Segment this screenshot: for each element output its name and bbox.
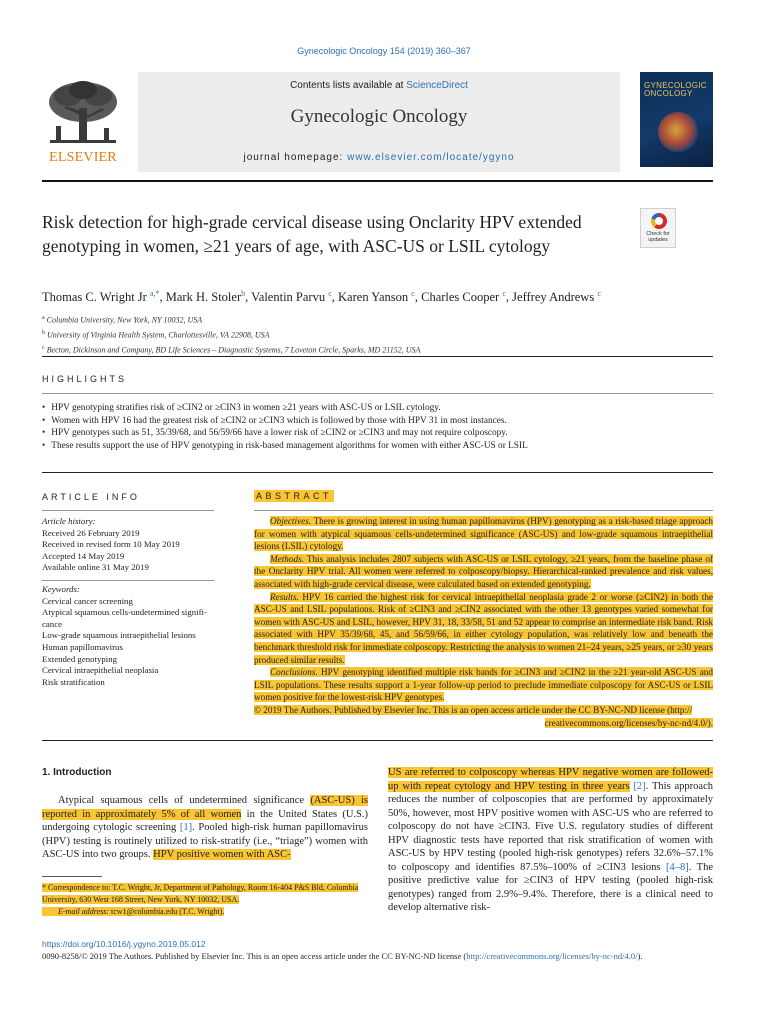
check-updates-icon — [651, 213, 667, 229]
abstract-results — [254, 591, 713, 667]
history-item: Received 26 February 2019 — [42, 527, 140, 538]
section-heading-introduction: 1. Introduction — [42, 767, 112, 778]
conclusions-label: Conclusions. — [270, 667, 318, 678]
results-label: Results. — [270, 591, 299, 602]
author-affiliation-marker[interactable]: c — [597, 289, 601, 298]
doi-url[interactable]: https://doi.org/10.1016/j.ygyno.2019.05.012 — [42, 939, 206, 949]
history-item: Available online 31 May 2019 — [42, 562, 149, 573]
highlight-item: • HPV genotypes such as 51, 35/39/68, and 56/59/66 have a lower risk of ≥CIN2 or ≥CIN3 and may not require colposcopy. — [42, 427, 722, 440]
keywords-list — [42, 584, 217, 688]
intro-text: Atypical squamous cells of undetermined significance — [58, 795, 311, 806]
author-name[interactable]: Mark H. Stoler — [165, 290, 242, 305]
cover-art — [658, 112, 698, 152]
journal-name: Gynecologic Oncology — [290, 106, 468, 127]
article-info-divider — [42, 510, 214, 511]
cover-title: GYNECOLOGIC ONCOLOGY — [644, 81, 707, 98]
header-divider — [42, 180, 713, 182]
highlight-item: • Women with HPV 16 had the greatest risk of ≥CIN2 or ≥CIN3 which is followed by those with HPV 31 in most instances. — [42, 415, 722, 428]
history-label: Article history: — [42, 516, 96, 526]
footnote-email-label: E-mail address: — [58, 907, 110, 916]
affiliation-marker: a — [42, 315, 45, 321]
abstract-heading: ABSTRACT — [256, 491, 333, 501]
journal-homepage-link[interactable]: www.elsevier.com/locate/ygyno — [347, 152, 515, 163]
footer-license — [42, 951, 722, 961]
intro-text: . This approach reduces the number of colposcopies that are performed by approximately 50%, however, most HPV positive women with ASC-US who are referred to colposcopy do not have ≥CIN3. Five U.S. regulatory studies of different HPV diagnostic tests have reported that risk stratification of women with ASC-US by HPV testing (pooled high-risk genotypes) refers 32.6%–57.1% to colposcopy and identifies 87.5%–100% of ≥CIN3 lesions — [388, 780, 713, 873]
affiliation-marker: c — [42, 345, 45, 352]
contents-line — [138, 80, 620, 91]
intro-highlight: (ASC-US) is reported in approximately 5% of all women — [42, 795, 368, 820]
citation-link[interactable]: [2] — [633, 780, 646, 792]
abstract-conclusions — [254, 666, 713, 704]
affiliation-text: Becton, Dickinson and Company, BD Life Sciences – Diagnostic Systems, 7 Loveton Circle, Sparks, MD 21152, USA — [46, 345, 421, 355]
author-name[interactable]: Charles Cooper — [421, 290, 500, 305]
keyword-item: Cervical intraepithelial neoplasia — [42, 665, 159, 676]
keyword-item: Atypical squamous cells-undetermined signifi-cance — [42, 607, 207, 629]
author-name[interactable]: Jeffrey Andrews — [512, 290, 595, 305]
citation-link[interactable]: [1] — [179, 822, 193, 833]
highlights-divider — [42, 393, 713, 394]
results-text: HPV 16 carried the highest risk for cervical intraepithelial neoplasia grade 2 or worse (≥CIN2) in both the ASC-US and LSIL populations. Risk of ≥CIN3 and ≥CIN2 associated with the other 13 genotypes varied somewhat for women with ASC-US and LSIL, however, HPV 31, 18, 33/58, 51 and 52 appear to comprise an intermediate risk band. Risk associated with HPV 35/39/68, 45, and 56/59/66, in either cytology population, was relatively low and beneath the benchmark threshold risk for immediate colposcopy. Restricting the analysis to women 21–24 years, ≥25 years, or ≥30 years produced similar results. — [254, 591, 713, 665]
homepage-prefix: journal homepage: — [243, 152, 348, 163]
keyword-item: Cervical cancer screening — [42, 595, 133, 606]
keyword-item: Low-grade squamous intraepithelial lesions — [42, 630, 196, 641]
affiliation-marker: b — [42, 330, 45, 337]
intro-text: . Pooled high-risk human papillomavirus (HPV) testing is routinely utilized to risk-stratify (i.e., “triage”) women with ASC-US into two groups. — [42, 822, 368, 860]
intro-left-column — [42, 794, 368, 862]
keyword-item: Human papillomavirus — [42, 641, 123, 652]
check-updates-label: Check for updates — [646, 231, 670, 243]
contents-prefix: Contents lists available at — [290, 80, 407, 91]
article-title: Risk detection for high-grade cervical disease using Onclarity HPV extended genotyping in women, ≥21 years of age, with ASC-US or LSIL cytology — [42, 212, 582, 256]
intro-right-column — [388, 766, 713, 915]
author-affiliation-marker[interactable]: c — [328, 289, 332, 298]
objectives-label: Objectives. — [270, 516, 312, 526]
affiliation-list — [42, 312, 642, 357]
keywords-divider — [42, 580, 214, 581]
history-item: Accepted 14 May 2019 — [42, 550, 125, 561]
abstract-objectives — [254, 515, 713, 553]
license-prefix: 0090-8258/© 2019 The Authors. Published by Elsevier Inc. This is an open access article under the CC BY-NC-ND license ( — [42, 951, 467, 961]
journal-cover-image[interactable] — [640, 72, 713, 167]
methods-label: Methods. — [270, 553, 304, 564]
affiliation-item — [42, 312, 642, 327]
footnote-divider — [42, 876, 102, 877]
citation-link[interactable]: [4–8] — [666, 861, 689, 873]
abstract-copyright — [254, 704, 713, 717]
highlights-list — [42, 402, 722, 452]
intro-highlight: US are referred to colposcopy whereas HPV negative women are followed-up with repeat cytology and HPV testing in three years — [388, 767, 713, 792]
copyright-text: © 2019 The Authors. Published by Elsevier Inc. This is an open access article under the CC BY-NC-ND license (http:// — [254, 704, 693, 715]
license-link[interactable]: creativecommons.org/licenses/by-nc-nd/4.0/). — [544, 717, 713, 728]
keyword-item: Extended genotyping — [42, 653, 118, 664]
highlight-item: • HPV genotyping stratifies risk of ≥CIN2 or ≥CIN3 in women ≥21 years with ASC-US or LSIL cytology. — [42, 402, 722, 415]
highlights-end-divider — [42, 472, 713, 473]
abstract-body — [254, 515, 713, 729]
keyword-item: Risk stratification — [42, 676, 105, 687]
conclusions-text: HPV genotyping identified multiple risk bands for ≥CIN3 and ≥CIN2 in the ≥21 year-old ASC-US and LSIL populations. These results support a 1-year follow-up period to preclude immediate colposcopy for ASC-US or LSIL women positive for the lowest-risk HPV genotypes. — [254, 667, 713, 703]
author-name[interactable]: Karen Yanson — [338, 290, 409, 305]
highlight-item: • These results support the use of HPV genotyping in risk-based management algorithms for women with either ASC-US or LSIL — [42, 440, 722, 453]
abstract-license-url — [254, 717, 713, 730]
author-name[interactable]: Thomas C. Wright Jr — [42, 290, 147, 305]
author-affiliation-marker[interactable]: c — [411, 289, 415, 298]
footnote-correspondence: * Correspondence to: T.C. Wright, Jr, Department of Pathology, Room 16-404 P&S Bld, Columbia University, 630 West 168 Street, New York, NY 10032, USA. — [42, 883, 359, 904]
methods-text: This analysis includes 2807 subjects with ASC-US or LSIL cytology, ≥21 years, from the baseline phase of the Onclarity HPV trial. All women were referred to colposcopy/biopsy. Hierarchical-ranked prevalence and risk values, associated with high-grade cervical disease, were calculated based on extended genotyping. — [254, 553, 713, 589]
author-affiliation-marker[interactable]: b — [241, 289, 246, 298]
keywords-label: Keywords: — [42, 584, 80, 594]
author-affiliation-marker[interactable]: c — [502, 289, 506, 298]
abstract-divider — [254, 510, 713, 511]
journal-homepage-line — [138, 152, 620, 163]
doi-link[interactable] — [42, 939, 206, 949]
article-history — [42, 516, 217, 574]
objectives-text: There is growing interest in using human papillomavirus (HPV) genotyping as a risk-based triage approach for women with atypical squamous cells-undetermined significance (ASC-US) and low-grade squamous intraepithelial lesions (LSIL) cytology. — [254, 516, 713, 552]
intro-text: . The positive predictive value for ≥CIN3 of HPV testing (pooled high-risk genotypes) ranged from 2.9%–9.4%. Therefore, there is a clinical need to develop alternative risk- — [388, 861, 713, 913]
author-list: Thomas C. Wright Jr $^{a,*}$, Mark H. Stoler$^b$, Valentin Parvu $^c$, Karen Yanson $^c$, Charles Cooper $^c$, Jeffrey Andrews $^c$ — [42, 289, 601, 305]
sciencedirect-link[interactable]: ScienceDirect — [406, 80, 468, 91]
journal-citation[interactable]: Gynecologic Oncology 154 (2019) 360–367 — [297, 46, 471, 56]
author-affiliation-marker[interactable]: a,* — [149, 289, 160, 298]
check-for-updates-button[interactable] — [640, 208, 676, 248]
author-name[interactable]: Valentin Parvu — [251, 290, 326, 305]
affiliation-text: Columbia University, New York, NY 10032, USA — [46, 315, 203, 325]
history-item: Received in revised form 10 May 2019 — [42, 539, 180, 550]
intro-text: in the United States (U.S.) undergoing cytologic screening — [42, 808, 368, 833]
correspondence-footnote — [42, 882, 368, 918]
highlights-heading: HIGHLIGHTS — [42, 374, 128, 384]
affiliation-text: University of Virginia Health System, Charlottesville, VA 22908, USA — [47, 330, 270, 340]
body-divider — [42, 740, 713, 741]
abstract-methods — [254, 553, 713, 591]
license-url-link[interactable]: http://creativecommons.org/licenses/by-nc-nd/4.0/ — [466, 951, 638, 961]
intro-highlight: HPV positive women with ASC- — [153, 849, 291, 860]
elsevier-wordmark: ELSEVIER — [49, 150, 117, 165]
affiliation-divider — [42, 356, 713, 357]
license-suffix: ). — [637, 951, 643, 961]
footnote-email[interactable]: tcw1@columbia.edu (T.C. Wright). — [109, 907, 225, 916]
affiliation-item — [42, 327, 642, 342]
article-info-heading: ARTICLE INFO — [42, 492, 140, 502]
